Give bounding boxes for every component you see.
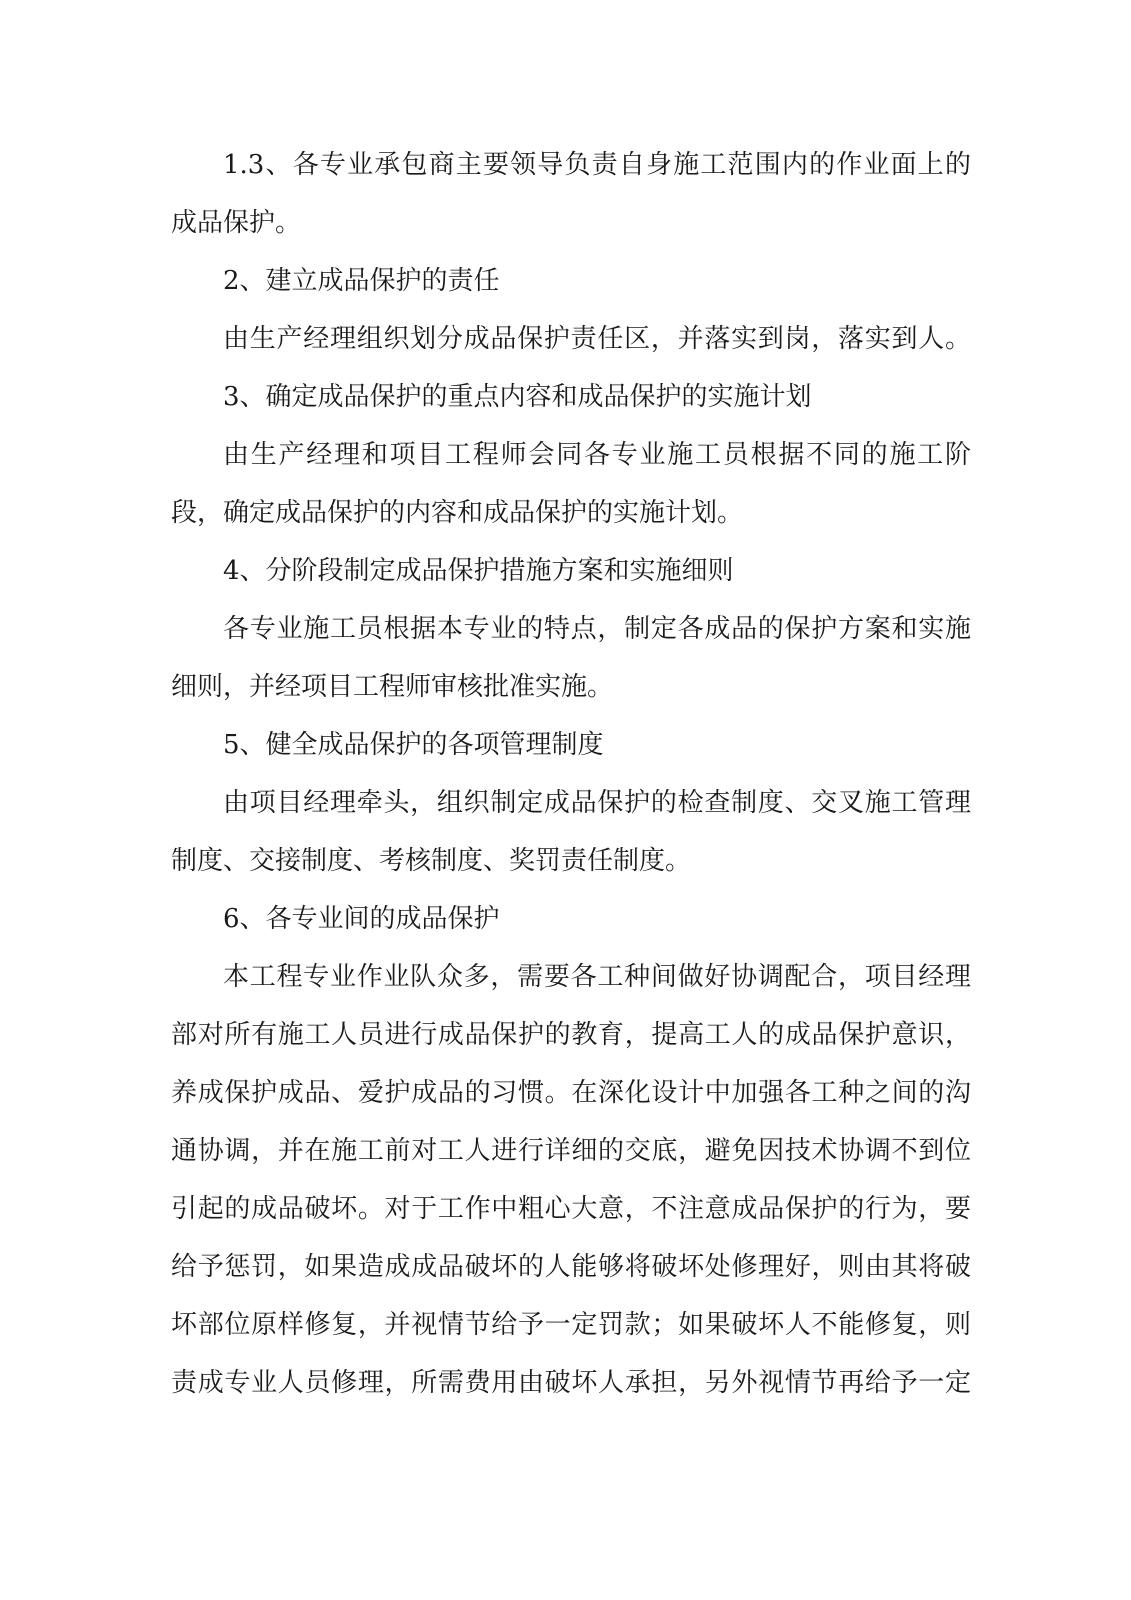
text-line: 各专业施工员根据本专业的特点，制定各成品的保护方案和实施 [223,614,971,644]
text-line: 责成专业人员修理，所需费用由破坏人承担，另外视情节再给予一定 [171,1368,971,1398]
section-heading: 2、建立成品保护的责任 [223,266,500,296]
text-line: 部对所有施工人员进行成品保护的教育，提高工人的成品保护意识， [171,1020,971,1050]
text-line: 养成保护成品、爱护成品的习惯。在深化设计中加强各工种之间的沟 [171,1078,971,1108]
text-line: 细则，并经项目工程师审核批准实施。 [171,672,614,702]
text-line: 1.3、各专业承包商主要领导负责自身施工范围内的作业面上的 [223,150,971,180]
text-line: 成品保护。 [171,208,302,238]
text-line: 段，确定成品保护的内容和成品保护的实施计划。 [171,498,744,528]
section-heading: 4、分阶段制定成品保护措施方案和实施细则 [223,556,734,586]
text-line: 本工程专业作业队众多，需要各工种间做好协调配合，项目经理 [223,962,971,992]
text-line: 由生产经理和项目工程师会同各专业施工员根据不同的施工阶 [223,440,971,470]
text-line: 制度、交接制度、考核制度、奖罚责任制度。 [171,846,692,876]
text-line: 由项目经理牵头，组织制定成品保护的检查制度、交叉施工管理 [223,788,971,818]
text-line: 通协调，并在施工前对工人进行详细的交底，避免因技术协调不到位 [171,1136,971,1166]
section-heading: 6、各专业间的成品保护 [223,904,500,934]
text-line: 坏部位原样修复，并视情节给予一定罚款；如果破坏人不能修复，则 [171,1310,971,1340]
text-line: 给予惩罚，如果造成成品破坏的人能够将破坏处修理好，则由其将破 [171,1252,971,1282]
section-heading: 5、健全成品保护的各项管理制度 [223,730,604,760]
text-line: 引起的成品破坏。对于工作中粗心大意，不注意成品保护的行为，要 [171,1194,971,1224]
text-line: 由生产经理组织划分成品保护责任区，并落实到岗，落实到人。 [223,324,971,354]
section-heading: 3、确定成品保护的重点内容和成品保护的实施计划 [223,382,812,412]
